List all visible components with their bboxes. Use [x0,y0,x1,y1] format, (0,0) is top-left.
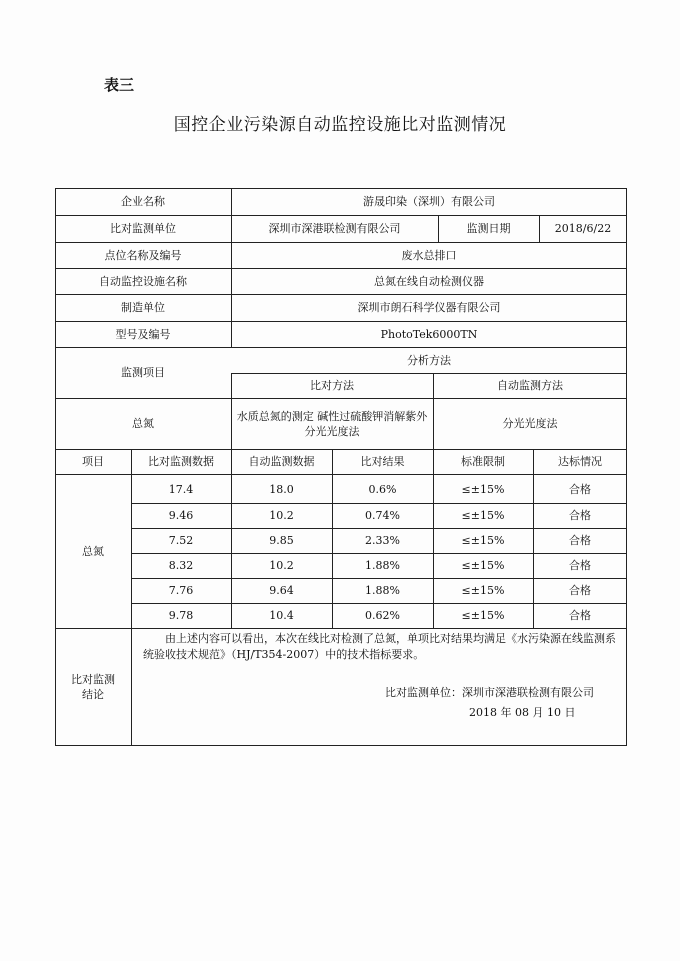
table-cell: 0.74% [365,509,400,522]
table-cell: 7.76 [168,584,194,597]
company-name-label: 企业名称 [121,195,165,208]
table-cell: 2.33% [365,534,400,547]
point-value: 废水总排口 [401,248,457,262]
facility-label: 自动监控设施名称 [99,274,187,288]
table-cell: 1.88% [365,584,400,597]
table-cell: 1.88% [365,559,400,572]
table-cell: ≤±15% [461,509,505,522]
method-item-name: 总氮 [132,417,154,430]
table-cell: 合格 [569,509,591,522]
table-cell: ≤±15% [461,482,505,496]
table-cell: 合格 [569,609,591,622]
monitoring-date-label: 监测日期 [466,222,511,235]
results-item-name: 总氮 [82,544,104,558]
table-cell: 17.4 [168,482,194,496]
table-cell: 合格 [569,584,591,597]
conclusion-label-line1: 比对监测 [71,672,115,686]
comparison-method-label: 比对方法 [310,379,354,392]
analysis-method-label: 分析方法 [407,353,451,367]
results-header-result: 比对结果 [360,455,405,468]
results-header-limit: 标准限制 [461,455,505,468]
table-cell: ≤±15% [461,584,505,597]
table-cell: 8.32 [168,559,194,572]
model-label: 型号及编号 [115,327,171,341]
table-number: 表三 [104,76,135,94]
model-value: PhotoTek6000TN [380,327,478,341]
signing-unit: 比对监测单位：深圳市深港联检测有限公司 [385,686,594,699]
results-header-compliance: 达标情况 [558,455,602,468]
results-header-item: 项目 [82,455,104,468]
table-cell: 合格 [569,559,591,572]
point-label: 点位名称及编号 [104,248,182,262]
auto-method-label: 自动监测方法 [497,379,563,392]
table-cell: 0.6% [368,482,397,496]
monitoring-unit-value: 深圳市深港联检测有限公司 [268,222,401,235]
auto-method-value: 分光光度法 [502,417,558,430]
table-cell: 10.4 [269,609,294,622]
conclusion-text: 由上述内容可以看出，本次在线比对检测了总氮，单项比对结果均满足《水污染源在线监测系统验收技术规范》（HJ/T354-2007）中的技术指标要求。 [143,632,616,661]
conclusion-label-line2: 结论 [82,687,104,701]
table-cell: ≤±15% [461,609,505,622]
manufacturer-value: 深圳市朗石科学仪器有限公司 [357,301,501,314]
table-cell: 18.0 [269,482,294,496]
manufacturer-label: 制造单位 [121,301,165,314]
table-cell: 9.78 [168,609,194,622]
document-title: 国控企业污染源自动监控设施比对监测情况 [173,115,507,135]
comparison-table [55,188,627,746]
table-cell: 合格 [569,534,591,547]
table-cell: ≤±15% [461,534,505,547]
table-cell: 9.64 [269,584,294,597]
comparison-method-value: 水质总氮的测定 碱性过硫酸钾消解紫外分光光度法 [236,409,428,438]
monitoring-unit-label: 比对监测单位 [110,222,176,235]
monitoring-date-value: 2018/6/22 [554,222,612,235]
table-cell: ≤±15% [461,559,505,572]
table-cell: 0.62% [365,609,400,622]
signing-date: 2018 年 08 月 10 日 [469,706,576,719]
results-header-auto-data: 自动监测数据 [248,455,315,468]
monitoring-item-label: 监测项目 [121,366,165,379]
table-cell: 9.46 [168,509,194,522]
conclusion-label [55,628,131,745]
table-cell: 9.85 [269,534,294,547]
facility-value: 总氮在线自动检测仪器 [374,274,484,288]
results-header-comparison-data: 比对监测数据 [148,455,214,468]
table-cell: 7.52 [168,534,194,547]
company-name-value: 游晟印染（深圳）有限公司 [363,195,495,208]
table-cell: 10.2 [269,559,294,572]
table-cell: 合格 [569,482,591,496]
table-cell: 10.2 [269,509,294,522]
